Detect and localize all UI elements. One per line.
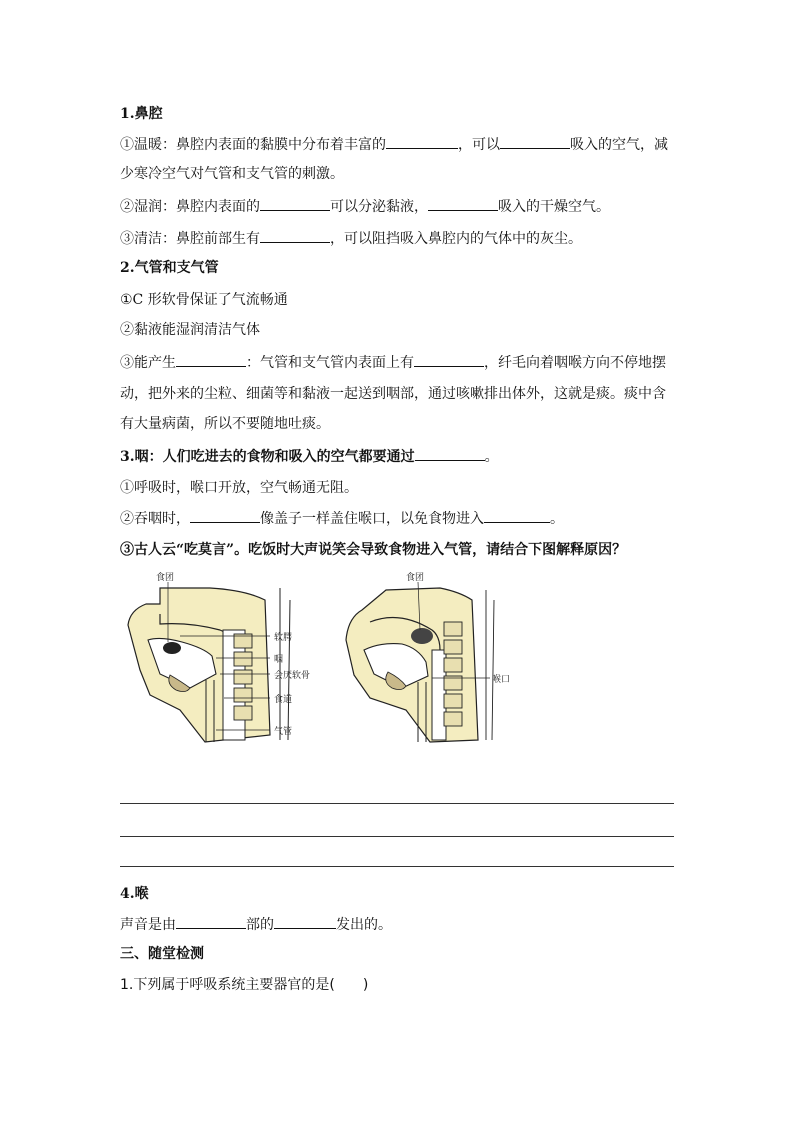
- phlegm-text-a: ③能产生: [120, 355, 176, 371]
- phlegm-text-c: ，纤毛向着咽喉方向不停地摆: [484, 355, 666, 371]
- warm-line-2: 少寒冷空气对气管和支气管的刺激。: [120, 166, 344, 182]
- answer-line[interactable]: [120, 836, 674, 837]
- clean-text-a: ③清洁：鼻腔前部生有: [120, 231, 260, 247]
- blank-field[interactable]: [274, 914, 336, 929]
- larynx-text-a: 声音是由: [120, 917, 176, 933]
- label-soft-palate: 软腭: [274, 633, 293, 643]
- swallow-text-a: ②吞咽时，: [120, 511, 190, 527]
- phlegm-line-2: 动，把外来的尘粒、细菌等和黏液一起送到咽部，通过咳嗽排出体外，这就是痰。痰中含: [120, 386, 666, 402]
- section-4-title: 4.喉: [120, 886, 149, 902]
- swallow-text-b: 像盖子一样盖住喉口，以免食物进入: [260, 511, 484, 527]
- phlegm-line: [120, 352, 680, 373]
- food-bolus: [411, 628, 433, 644]
- food-bolus: [163, 642, 181, 654]
- blank-field[interactable]: [260, 228, 330, 243]
- swallow-text-c: 。: [550, 511, 564, 527]
- blank-field[interactable]: [500, 134, 570, 149]
- blank-field[interactable]: [414, 352, 484, 367]
- clean-text-b: ，可以阻挡吸入鼻腔内的气体中的灰尘。: [330, 231, 582, 247]
- label-food-bolus-left: 食团: [156, 573, 175, 583]
- moist-text-b: 可以分泌黏液，: [330, 199, 428, 215]
- blank-field[interactable]: [190, 508, 260, 523]
- blank-field[interactable]: [428, 196, 498, 211]
- question-1: 1.下列属于呼吸系统主要器官的是( ): [120, 977, 369, 993]
- label-esophagus: 食道: [274, 695, 293, 705]
- section-2-title: 2.气管和支气管: [120, 260, 219, 276]
- blank-field[interactable]: [176, 914, 246, 929]
- breathing-line: ①呼吸时，喉口开放，空气畅通无阻。: [120, 480, 358, 496]
- throat-diagram-breathing: [120, 570, 325, 748]
- swallow-line: [120, 508, 680, 529]
- warm-text-a: ①温暖：鼻腔内表面的黏膜中分布着丰富的: [120, 137, 386, 153]
- moist-text-a: ②湿润：鼻腔内表面的: [120, 199, 260, 215]
- label-laryngeal-inlet: 喉口: [492, 675, 511, 685]
- moist-text-c: 吸入的干燥空气。: [498, 199, 610, 215]
- section-heading-check: 三、随堂检测: [120, 946, 204, 962]
- label-food-bolus-right: 食团: [406, 573, 425, 583]
- section-1-title: 1.鼻腔: [120, 106, 163, 122]
- clean-line: [120, 228, 680, 249]
- blank-field[interactable]: [176, 352, 246, 367]
- section-3-title: 3.咽：人们吃进去的食物和吸入的空气都要通过: [120, 449, 415, 465]
- blank-field[interactable]: [415, 446, 485, 461]
- warm-line: [120, 134, 680, 155]
- larynx-line: [120, 914, 680, 935]
- pharynx-line: [120, 446, 680, 467]
- pharynx-period: 。: [484, 449, 499, 465]
- phlegm-line-3: 有大量病菌，所以不要随地吐痰。: [120, 416, 330, 432]
- label-pharynx: 咽: [274, 655, 284, 665]
- warm-text-b: ，可以: [458, 137, 500, 153]
- label-trachea: 气管: [274, 727, 293, 737]
- question-line: ③古人云“吃莫言”。吃饭时大声说笑会导致食物进入气管，请结合下图解释原因？: [120, 542, 627, 558]
- cartilage-line: ①C 形软骨保证了气流畅通: [120, 292, 288, 308]
- blank-field[interactable]: [386, 134, 458, 149]
- blank-field[interactable]: [260, 196, 330, 211]
- label-epiglottis: 会厌软骨: [274, 671, 311, 681]
- throat-diagram-swallowing: [340, 570, 520, 748]
- mucus-line: ②黏液能湿润清洁气体: [120, 322, 260, 338]
- blank-field[interactable]: [484, 508, 550, 523]
- larynx-text-c: 发出的。: [336, 917, 392, 933]
- phlegm-text-b: ：气管和支气管内表面上有: [246, 355, 414, 371]
- warm-text-c: 吸入的空气，减: [570, 137, 668, 153]
- moist-line: [120, 196, 680, 217]
- larynx-text-b: 部的: [246, 917, 274, 933]
- answer-line[interactable]: [120, 866, 674, 867]
- answer-line[interactable]: [120, 803, 674, 804]
